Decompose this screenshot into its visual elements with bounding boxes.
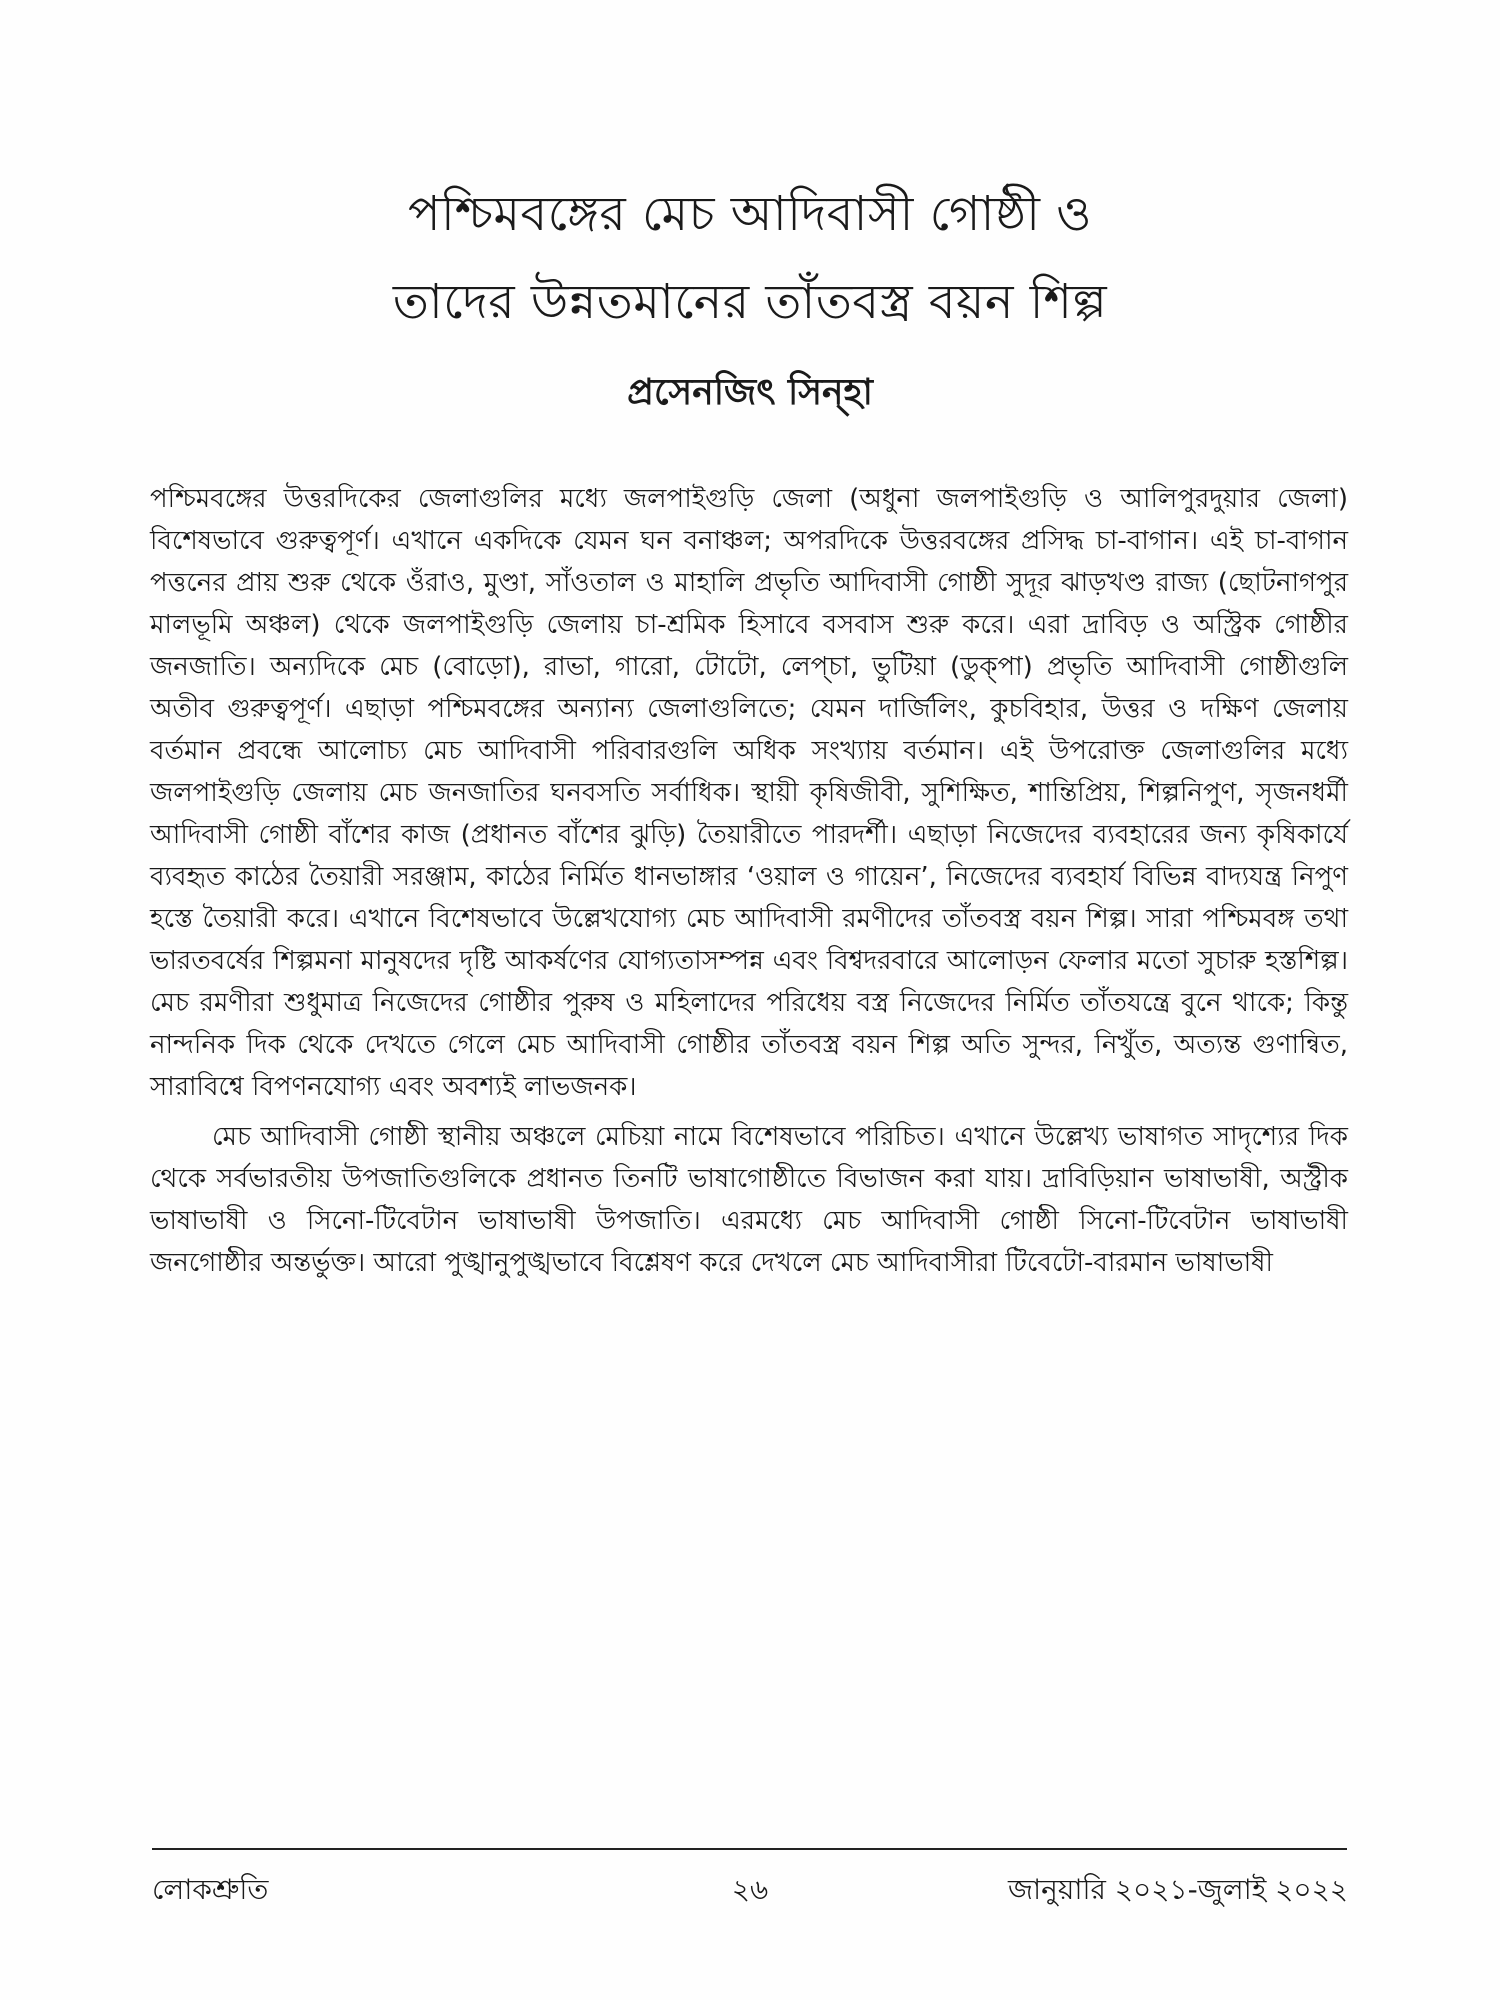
footer-divider: [152, 1848, 1347, 1850]
article-body: [150, 478, 1348, 1284]
issue-dates: জানুয়ারি ২০২১-জুলাই ২০২২: [1007, 1873, 1348, 1906]
paragraph-2: মেচ আদিবাসী গোষ্ঠী স্থানীয় অঞ্চলে মেচিয়া নামে বিশেষভাবে পরিচিত। এখানে উল্লেখ্য ভাষাগত সাদৃশ্যের দিক থেকে সর্বভারতীয় উপজাতিগুলিকে প্রধানত তিনটি ভাষাগোষ্ঠীতে বিভাজন করা যায়। দ্রাবিড়িয়ান ভাষাভাষী, অস্ট্রীক ভাষাভাষী ও সিনো-টিবেটান ভাষাভাষী উপজাতি। এরমধ্যে মেচ আদিবাসী গোষ্ঠী সিনো-টিবেটান ভাষাভাষী জনগোষ্ঠীর অন্তর্ভুক্ত। আরো পুঙ্খানুপুঙ্খভাবে বিশ্লেষণ করে দেখলে মেচ আদিবাসীরা টিবেটো-বারমান ভাষাভাষী: [150, 1122, 1348, 1278]
page-number: ২৬: [731, 1873, 769, 1906]
article-title: [150, 170, 1350, 346]
author-name: প্রসেনজিৎ সিন্‌হা: [627, 372, 873, 413]
title-line-1: পশ্চিমবঙ্গের মেচ আদিবাসী গোষ্ঠী ও: [407, 186, 1093, 242]
title-line-2: তাদের উন্নতমানের তাঁতবস্ত্র বয়ন শিল্প: [392, 274, 1108, 330]
journal-name: লোকশ্রুতি: [152, 1873, 269, 1906]
paragraph-1: পশ্চিমবঙ্গের উত্তরদিকের জেলাগুলির মধ্যে জলপাইগুড়ি জেলা (অধুনা জলপাইগুড়ি ও আলিপুরদুয়ার জেলা) বিশেষভাবে গুরুত্বপূর্ণ। এখানে একদিকে যেমন ঘন বনাঞ্চল; অপরদিকে উত্তরবঙ্গের প্রসিদ্ধ চা-বাগান। এই চা-বাগান পত্তনের প্রায় শুরু থেকে ওঁরাও, মুণ্ডা, সাঁওতাল ও মাহালি প্রভৃতি আদিবাসী গোষ্ঠী সুদূর ঝাড়খণ্ড রাজ্য (ছোটনাগপুর মালভূমি অঞ্চল) থেকে জলপাইগুড়ি জেলায় চা-শ্রমিক হিসাবে বসবাস শুরু করে। এরা দ্রাবিড় ও অস্ট্রিক গোষ্ঠীর জনজাতি। অন্যদিকে মেচ (বোড়ো), রাভা, গারো, টোটো, লেপ্চা, ভুটিয়া (ডুক্‌পা) প্রভৃতি আদিবাসী গোষ্ঠীগুলি অতীব গুরুত্বপূর্ণ। এছাড়া পশ্চিমবঙ্গের অন্যান্য জেলাগুলিতে; যেমন দার্জিলিং, কুচবিহার, উত্তর ও দক্ষিণ জেলায় বর্তমান প্রবন্ধে আলোচ্য মেচ আদিবাসী পরিবারগুলি অধিক সংখ্যায় বর্তমান। এই উপরোক্ত জেলাগুলির মধ্যে জলপাইগুড়ি জেলায় মেচ জনজাতির ঘনবসতি সর্বাধিক। স্থায়ী কৃষিজীবী, সুশিক্ষিত, শান্তিপ্রিয়, শিল্পনিপুণ, সৃজনধর্মী আদিবাসী গোষ্ঠী বাঁশের কাজ (প্রধানত বাঁশের ঝুড়ি) তৈয়ারীতে পারদর্শী। এছাড়া নিজেদের ব্যবহারের জন্য কৃষিকার্যে ব্যবহৃত কাঠের তৈয়ারী সরঞ্জাম, কাঠের নির্মিত ধানভাঙ্গার ‘ওয়াল ও গায়েন’, নিজেদের ব্যবহার্য বিভিন্ন বাদ্যযন্ত্র নিপুণ হস্তে তৈয়ারী করে। এখানে বিশেষভাবে উল্লেখযোগ্য মেচ আদিবাসী রমণীদের তাঁতবস্ত্র বয়ন শিল্প। সারা পশ্চিমবঙ্গ তথা ভারতবর্ষের শিল্পমনা মানুষদের দৃষ্টি আকর্ষণের যোগ্যতাসম্পন্ন এবং বিশ্বদরবারে আলোড়ন ফেলার মতো সুচারু হস্তশিল্প। মেচ রমণীরা শুধুমাত্র নিজেদের গোষ্ঠীর পুরুষ ও মহিলাদের পরিধেয় বস্ত্র নিজেদের নির্মিত তাঁতযন্ত্রে বুনে থাকে; কিন্তু নান্দনিক দিক থেকে দেখতে গেলে মেচ আদিবাসী গোষ্ঠীর তাঁতবস্ত্র বয়ন শিল্প অতি সুন্দর, নিখুঁত, অত্যন্ত গুণান্বিত, সারাবিশ্বে বিপণনযোগ্য এবং অবশ্যই লাভজনক।: [150, 484, 1348, 1102]
